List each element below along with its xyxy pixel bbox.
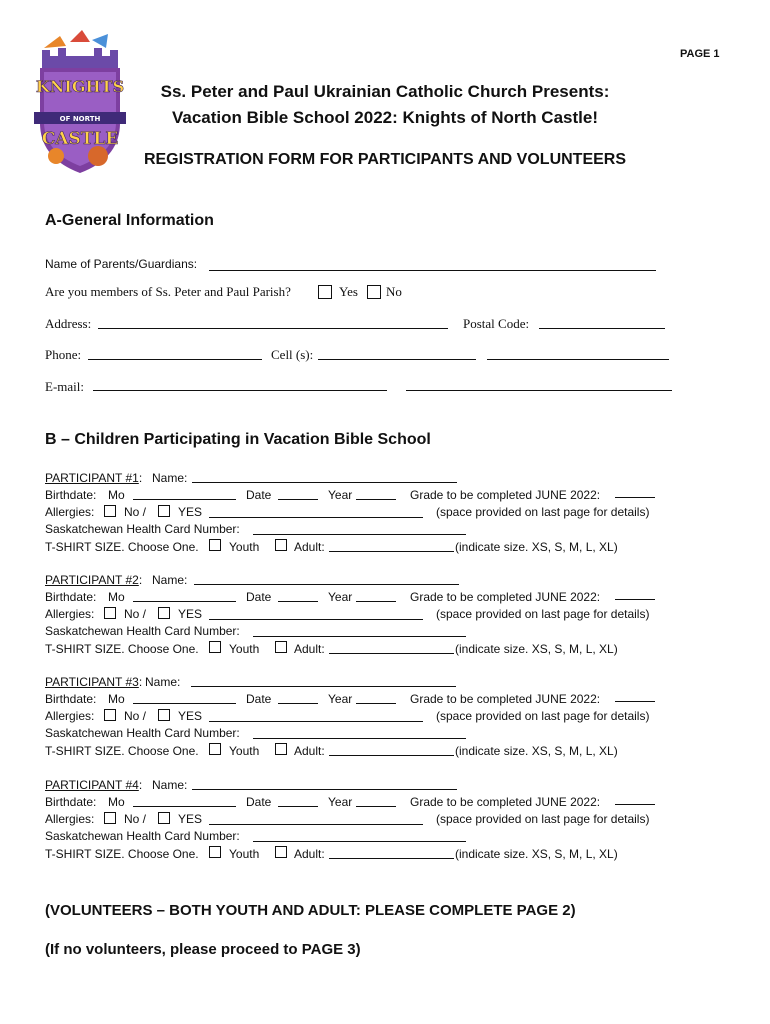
birth-date-field[interactable] bbox=[278, 703, 318, 704]
tshirt-adult-label: Adult: bbox=[294, 847, 325, 861]
allergies-yes-label: YES bbox=[178, 505, 203, 519]
participant-label: PARTICIPANT #3 bbox=[45, 675, 139, 689]
tshirt-youth-label: Youth bbox=[229, 642, 260, 656]
health-card-field[interactable] bbox=[253, 636, 466, 637]
space-note: (space provided on last page for details) bbox=[436, 812, 650, 826]
tshirt-youth-checkbox[interactable] bbox=[209, 641, 221, 653]
page-number: PAGE 1 bbox=[680, 48, 720, 60]
address-label: Address: bbox=[45, 316, 92, 331]
health-card-field[interactable] bbox=[253, 841, 466, 842]
health-card-field[interactable] bbox=[253, 534, 466, 535]
name-label: Name: bbox=[152, 778, 188, 792]
tshirt-youth-checkbox[interactable] bbox=[209, 539, 221, 551]
month-label: Mo bbox=[108, 488, 125, 502]
tshirt-adult-label: Adult: bbox=[294, 642, 325, 656]
phone-label: Phone: bbox=[45, 347, 82, 362]
year-label: Year bbox=[328, 590, 353, 604]
proceed-note: (If no volunteers, please proceed to PAGE 3) bbox=[45, 941, 361, 958]
allergies-label: Allergies: bbox=[45, 607, 95, 621]
email-label: E-mail: bbox=[45, 379, 84, 394]
birth-month-field[interactable] bbox=[133, 806, 236, 807]
month-label: Mo bbox=[108, 692, 125, 706]
date-label: Date bbox=[246, 692, 272, 706]
health-card-label: Saskatchewan Health Card Number: bbox=[45, 726, 240, 740]
size-note: (indicate size. XS, S, M, L, XL) bbox=[455, 847, 618, 861]
tshirt-label: T-SHIRT SIZE. Choose One. bbox=[45, 847, 199, 861]
parents-field[interactable] bbox=[209, 270, 656, 271]
grade-field[interactable] bbox=[615, 497, 655, 498]
tshirt-size-field[interactable] bbox=[329, 653, 454, 654]
birth-year-field[interactable] bbox=[356, 601, 396, 602]
title-line-2: Vacation Bible School 2022: Knights of North Castle! bbox=[171, 108, 598, 127]
participant-label-sep: : bbox=[138, 675, 143, 689]
birth-year-field[interactable] bbox=[356, 806, 396, 807]
allergies-label: Allergies: bbox=[45, 812, 95, 826]
month-label: Mo bbox=[108, 590, 125, 604]
tshirt-adult-checkbox[interactable] bbox=[275, 743, 287, 755]
section-b-heading: B – Children Participating in Vacation Bible School bbox=[45, 431, 431, 448]
participant-name-field[interactable] bbox=[191, 686, 456, 687]
allergies-field[interactable] bbox=[209, 517, 423, 518]
year-label: Year bbox=[328, 692, 353, 706]
tshirt-adult-checkbox[interactable] bbox=[275, 641, 287, 653]
birth-date-field[interactable] bbox=[278, 601, 318, 602]
birth-month-field[interactable] bbox=[133, 499, 236, 500]
tshirt-adult-checkbox[interactable] bbox=[275, 846, 287, 858]
allergies-field[interactable] bbox=[209, 824, 423, 825]
birth-month-field[interactable] bbox=[133, 601, 236, 602]
tshirt-adult-label: Adult: bbox=[294, 540, 325, 554]
form-title: REGISTRATION FORM FOR PARTICIPANTS AND VOLUNTEERS bbox=[143, 151, 627, 168]
participant-label-sep: : bbox=[138, 471, 143, 485]
name-label: Name: bbox=[152, 573, 188, 587]
birth-year-field[interactable] bbox=[356, 703, 396, 704]
allergies-field[interactable] bbox=[209, 619, 423, 620]
parents-label: Name of Parents/Guardians: bbox=[45, 257, 198, 271]
name-label: Name: bbox=[152, 471, 188, 485]
date-label: Date bbox=[246, 488, 272, 502]
allergies-no-checkbox[interactable] bbox=[104, 607, 116, 619]
participant-name-field[interactable] bbox=[194, 584, 459, 585]
participant-name-field[interactable] bbox=[192, 789, 457, 790]
birthdate-label: Birthdate: bbox=[45, 590, 97, 604]
size-note: (indicate size. XS, S, M, L, XL) bbox=[455, 540, 618, 554]
members-yes-label: Yes bbox=[339, 284, 358, 299]
allergies-no-label: No / bbox=[124, 607, 147, 621]
space-note: (space provided on last page for details) bbox=[436, 709, 650, 723]
allergies-yes-label: YES bbox=[178, 812, 203, 826]
tshirt-adult-checkbox[interactable] bbox=[275, 539, 287, 551]
grade-label: Grade to be completed JUNE 2022: bbox=[410, 795, 601, 809]
members-question: Are you members of Ss. Peter and Paul Parish? bbox=[45, 284, 291, 299]
tshirt-youth-checkbox[interactable] bbox=[209, 846, 221, 858]
cell-field-2[interactable] bbox=[487, 359, 669, 360]
participant-label: PARTICIPANT #4 bbox=[45, 778, 139, 792]
cell-label: Cell (s): bbox=[271, 347, 314, 362]
size-note: (indicate size. XS, S, M, L, XL) bbox=[455, 642, 618, 656]
date-label: Date bbox=[246, 795, 272, 809]
allergies-no-checkbox[interactable] bbox=[104, 812, 116, 824]
participant-name-field[interactable] bbox=[192, 482, 457, 483]
members-no-checkbox[interactable] bbox=[367, 285, 381, 299]
year-label: Year bbox=[328, 488, 353, 502]
email-field-1[interactable] bbox=[93, 390, 387, 391]
month-label: Mo bbox=[108, 795, 125, 809]
participant-label: PARTICIPANT #1 bbox=[45, 471, 139, 485]
postal-code-label: Postal Code: bbox=[463, 316, 530, 331]
allergies-no-label: No / bbox=[124, 812, 147, 826]
tshirt-youth-label: Youth bbox=[229, 540, 260, 554]
allergies-no-checkbox[interactable] bbox=[104, 709, 116, 721]
allergies-yes-checkbox[interactable] bbox=[158, 505, 170, 517]
tshirt-youth-label: Youth bbox=[229, 744, 260, 758]
birth-date-field[interactable] bbox=[278, 499, 318, 500]
tshirt-label: T-SHIRT SIZE. Choose One. bbox=[45, 540, 199, 554]
volunteers-note: (VOLUNTEERS – BOTH YOUTH AND ADULT: PLEASE COMPLETE PAGE 2) bbox=[45, 902, 576, 919]
allergies-yes-checkbox[interactable] bbox=[158, 812, 170, 824]
participant-label-sep: : bbox=[138, 573, 143, 587]
allergies-no-label: No / bbox=[124, 505, 147, 519]
members-no-label: No bbox=[386, 284, 402, 299]
birthdate-label: Birthdate: bbox=[45, 795, 97, 809]
logo-line-3: CASTLE bbox=[41, 129, 119, 149]
tshirt-adult-label: Adult: bbox=[294, 744, 325, 758]
allergies-no-label: No / bbox=[124, 709, 147, 723]
allergies-yes-label: YES bbox=[178, 709, 203, 723]
members-yes-checkbox[interactable] bbox=[318, 285, 332, 299]
grade-field[interactable] bbox=[615, 804, 655, 805]
logo-line-1: KNIGHTS bbox=[35, 77, 125, 96]
allergies-yes-label: YES bbox=[178, 607, 203, 621]
allergies-label: Allergies: bbox=[45, 505, 95, 519]
birth-date-field[interactable] bbox=[278, 806, 318, 807]
cell-field-1[interactable] bbox=[318, 359, 476, 360]
space-note: (space provided on last page for details) bbox=[436, 505, 650, 519]
tshirt-size-field[interactable] bbox=[329, 551, 454, 552]
birthdate-label: Birthdate: bbox=[45, 488, 97, 502]
tshirt-size-field[interactable] bbox=[329, 755, 454, 756]
tshirt-label: T-SHIRT SIZE. Choose One. bbox=[45, 642, 199, 656]
title-line-1: Ss. Peter and Paul Ukrainian Catholic Church Presents: bbox=[160, 82, 610, 101]
tshirt-size-field[interactable] bbox=[329, 858, 454, 859]
email-field-2[interactable] bbox=[406, 390, 672, 391]
postal-code-field[interactable] bbox=[539, 328, 665, 329]
tshirt-youth-label: Youth bbox=[229, 847, 260, 861]
logo-line-2: OF NORTH bbox=[59, 115, 101, 123]
space-note: (space provided on last page for details) bbox=[436, 607, 650, 621]
tshirt-youth-checkbox[interactable] bbox=[209, 743, 221, 755]
participant-label-sep: : bbox=[138, 778, 143, 792]
date-label: Date bbox=[246, 590, 272, 604]
grade-label: Grade to be completed JUNE 2022: bbox=[410, 692, 601, 706]
birthdate-label: Birthdate: bbox=[45, 692, 97, 706]
participant-label: PARTICIPANT #2 bbox=[45, 573, 139, 587]
health-card-label: Saskatchewan Health Card Number: bbox=[45, 522, 240, 536]
phone-field[interactable] bbox=[88, 359, 262, 360]
health-card-field[interactable] bbox=[253, 738, 466, 739]
name-label: Name: bbox=[145, 675, 181, 689]
allergies-yes-checkbox[interactable] bbox=[158, 607, 170, 619]
grade-field[interactable] bbox=[615, 701, 655, 702]
year-label: Year bbox=[328, 795, 353, 809]
size-note: (indicate size. XS, S, M, L, XL) bbox=[455, 744, 618, 758]
section-a-heading: A-General Information bbox=[45, 212, 214, 229]
health-card-label: Saskatchewan Health Card Number: bbox=[45, 829, 240, 843]
tshirt-label: T-SHIRT SIZE. Choose One. bbox=[45, 744, 199, 758]
grade-label: Grade to be completed JUNE 2022: bbox=[410, 590, 601, 604]
address-field[interactable] bbox=[98, 328, 448, 329]
allergies-no-checkbox[interactable] bbox=[104, 505, 116, 517]
birth-year-field[interactable] bbox=[356, 499, 396, 500]
grade-field[interactable] bbox=[615, 599, 655, 600]
allergies-yes-checkbox[interactable] bbox=[158, 709, 170, 721]
grade-label: Grade to be completed JUNE 2022: bbox=[410, 488, 601, 502]
birth-month-field[interactable] bbox=[133, 703, 236, 704]
health-card-label: Saskatchewan Health Card Number: bbox=[45, 624, 240, 638]
allergies-field[interactable] bbox=[209, 721, 423, 722]
allergies-label: Allergies: bbox=[45, 709, 95, 723]
